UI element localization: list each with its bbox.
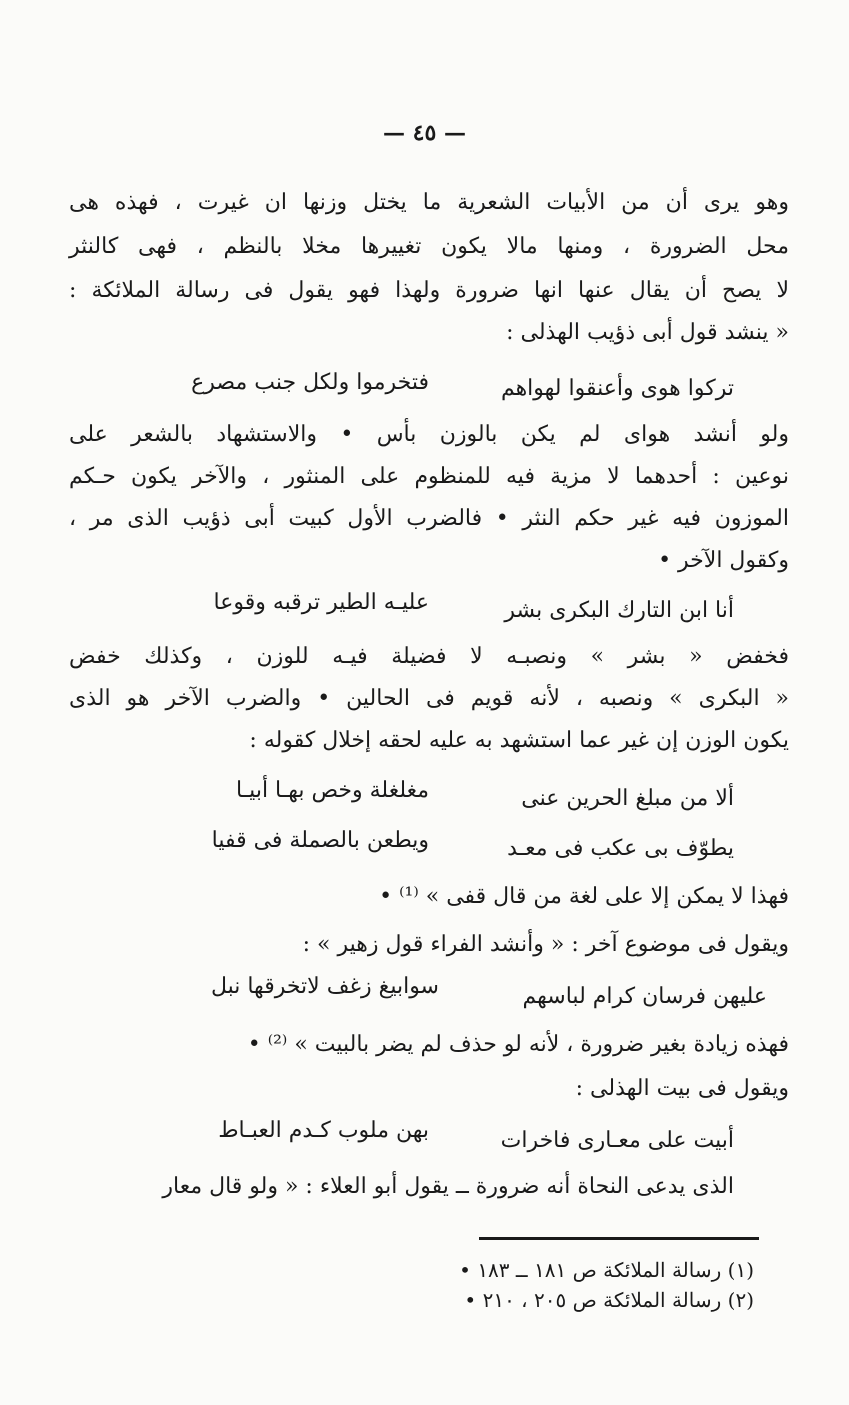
verse-hemistich-left: عليـه الطير ترقبه وقوعا [213,590,429,615]
text-line: وكقول الآخر • [658,548,789,573]
text-line: نوعين : أحدهما لا مزية فيه للمنظوم على المنثور ، والآخر يكون حـكم [69,464,789,489]
footnote: (٢) رسالة الملائكة ص ٢٠٥ ، ٢١٠ • [464,1288,754,1312]
text-line: محل الضرورة ، ومنها مالا يكون تغييرها مخلا بالنظم ، فهى كالنثر [69,234,789,259]
verse-hemistich-left: بهن ملوب كـدم العبـاط [218,1118,429,1143]
text-line: ولو أنشد هواى لم يكن بالوزن بأس • والاستشهاد بالشعر على [69,422,789,447]
verse-hemistich-right: تركوا هوى وأعنقوا لهواهم [500,376,734,401]
verse-hemistich-right: أبيت على معـارى فاخرات [500,1128,734,1153]
verse-hemistich-right: عليهن فرسان كرام لباسهم [522,984,767,1009]
text-line: لا يصح أن يقال عنها انها ضرورة ولهذا فهو يقول فى رسالة الملائكة : [69,278,789,303]
text-line: فهذا لا يمكن إلا على لغة من قال قفى » ⁽¹⁾ • [379,884,789,909]
text-line: الموزون فيه غير حكم النثر • فالضرب الأول كبيت أبى ذؤيب الذى مر ، [69,506,789,531]
text-line: وهو يرى أن من الأبيات الشعرية ما يختل وزنها ان غيرت ، فهذه هى [69,190,789,215]
text-line: « ينشد قول أبى ذؤيب الهذلى : [506,320,789,345]
text-line: الذى يدعى النحاة أنه ضرورة ــ يقول أبو العلاء : « ولو قال معار [162,1174,734,1199]
verse-hemistich-right: يطوّف بى عكب فى معـد [507,836,734,861]
verse-hemistich-left: ويطعن بالصملة فى قفيا [211,828,429,853]
footnote-separator [479,1237,759,1240]
text-line: ويقول فى بيت الهذلى : [575,1076,789,1101]
text-line: فخفض « بشر » ونصبـه لا فضيلة فيـه للوزن ، وكذلك خفض [69,644,789,669]
verse-hemistich-right: أنا ابن التارك البكرى بشر [504,598,734,623]
text-line: فهذه زيادة بغير ضرورة ، لأنه لو حذف لم يضر بالبيت » ⁽²⁾ • [247,1032,789,1057]
page-number: — ٤٥ — [383,120,466,146]
verse-hemistich-left: فتخرموا ولكل جنب مصرع [191,370,429,395]
verse-hemistich-left: سوابيغ زغف لاتخرقها نبل [210,974,439,999]
verse-hemistich-left: مغلغلة وخص بهـا أبيـا [236,778,429,803]
text-line: يكون الوزن إن غير عما استشهد به عليه لحقه إخلال كقوله : [249,728,789,753]
footnote: (١) رسالة الملائكة ص ١٨١ ــ ١٨٣ • [459,1258,754,1282]
verse-hemistich-right: ألا من مبلغ الحرين عنى [521,786,734,811]
text-line: ويقول فى موضوع آخر : « وأنشد الفراء قول زهير » : [302,932,789,957]
text-line: « البكرى » ونصبه ، لأنه قويم فى الحالين • والضرب الآخر هو الذى [69,686,789,711]
